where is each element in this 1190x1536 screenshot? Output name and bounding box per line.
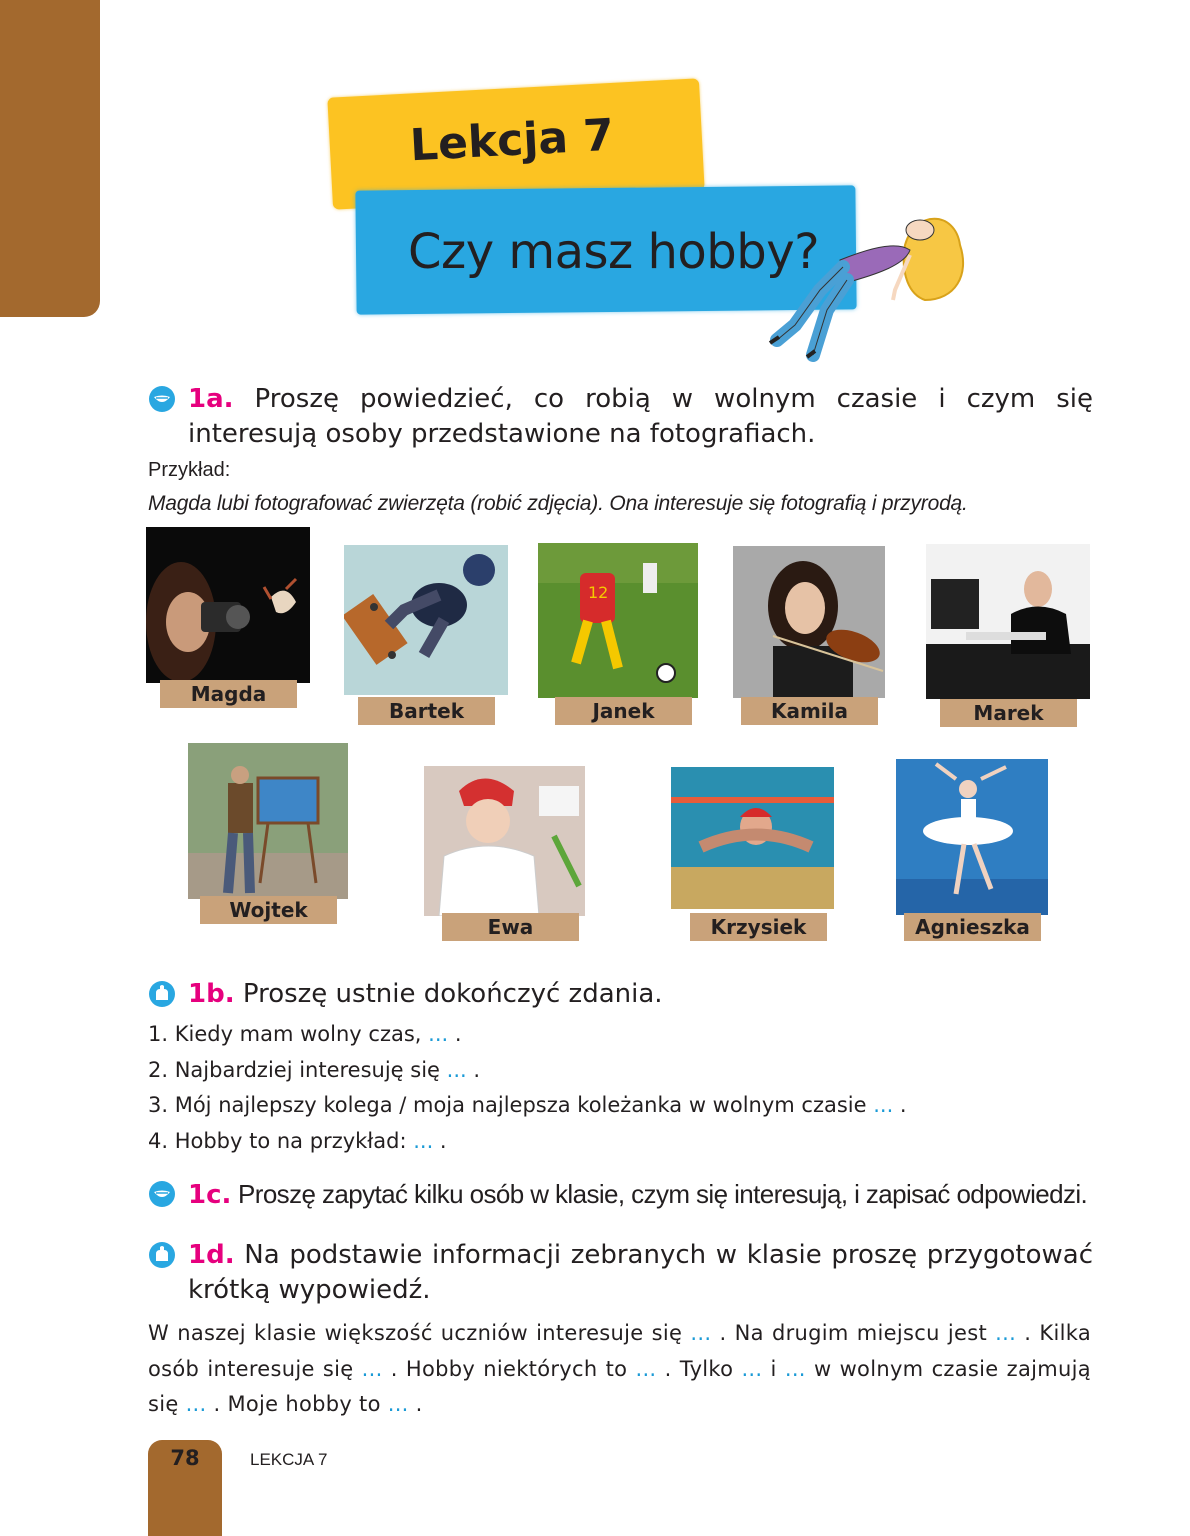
name-tag: Marek	[940, 699, 1077, 727]
chapter-side-tab	[0, 0, 100, 317]
list-item: 2. Najbardziej interesuję się ... .	[148, 1057, 481, 1082]
exercise-1b-instruction	[188, 977, 663, 1012]
exercise-text: Na podstawie informacji zebranych w klasie proszę przygotować krótką wypowiedź.	[188, 1240, 1094, 1305]
footer-lesson-label: LEKCJA 7	[250, 1450, 328, 1469]
lesson-subtitle: Czy masz hobby?	[408, 224, 820, 280]
name-tag: Kamila	[741, 697, 878, 725]
example-label: Przykład:	[148, 459, 231, 481]
list-item: 1. Kiedy mam wolny czas, ... .	[148, 1022, 462, 1046]
photo-kamila	[733, 546, 885, 698]
svg-text:12: 12	[588, 583, 609, 602]
exercise-1c-instruction	[188, 1177, 1087, 1213]
writing-hand-icon	[148, 1241, 176, 1269]
name-tag: Krzysiek	[690, 913, 827, 941]
page-number: 78	[170, 1446, 200, 1470]
exercise-text: Proszę ustnie dokończyć zdania.	[242, 979, 663, 1009]
name-tag: Wojtek	[200, 896, 337, 924]
name-tag: Janek	[555, 697, 692, 725]
exercise-number: 1a.	[188, 384, 234, 414]
writing-hand-icon	[148, 980, 176, 1008]
exercise-number: 1d.	[188, 1240, 235, 1270]
photo-agnieszka	[896, 759, 1048, 915]
speaking-mouth-icon	[148, 1180, 176, 1208]
exercise-1a-instruction	[188, 382, 1093, 452]
photo-marek	[926, 544, 1090, 699]
exercise-text: Proszę zapytać kilku osób w klasie, czym się interesują, i zapisać odpowiedzi.	[238, 1179, 1088, 1209]
photo-ewa	[424, 766, 585, 916]
list-item: 3. Mój najlepszy kolega / moja najlepsza koleżanka w wolnym czasie ... .	[148, 1093, 907, 1117]
floating-girl-illustration	[765, 205, 970, 365]
speaking-mouth-icon	[148, 385, 176, 413]
model-paragraph: W naszej klasie większość uczniów interesuje się ... . Na drugim miejscu jest ... . Kilka osób interesuje się ... . Hobby niektórych to ... . Tylko ... i ... w wolnym czasie zajmują się ... . Moje hobby to ... .	[148, 1321, 1091, 1416]
exercise-1d-instruction	[188, 1238, 1093, 1308]
list-item: 4. Hobby to na przykład: ... .	[148, 1128, 447, 1153]
name-tag: Ewa	[442, 913, 579, 941]
photo-wojtek	[188, 743, 348, 899]
photo-bartek	[344, 545, 508, 695]
exercise-number: 1c.	[188, 1180, 232, 1210]
exercise-text: Proszę powiedzieć, co robią w wolnym czasie i czym się interesują osoby przedstawione na fotografiach.	[188, 384, 1094, 449]
photo-janek	[538, 543, 698, 698]
exercise-number: 1b.	[188, 979, 235, 1009]
name-tag: Bartek	[358, 697, 495, 725]
lesson-title: Lekcja 7	[408, 109, 616, 172]
example-text: Magda lubi fotografować zwierzęta (robić zdjęcia). Ona interesuje się fotografią i przyrodą.	[148, 492, 968, 515]
photo-krzysiek	[671, 767, 834, 909]
sentence-list	[148, 1017, 907, 1159]
photo-magda	[146, 527, 310, 683]
name-tag: Agnieszka	[904, 913, 1041, 941]
name-tag: Magda	[160, 680, 297, 708]
